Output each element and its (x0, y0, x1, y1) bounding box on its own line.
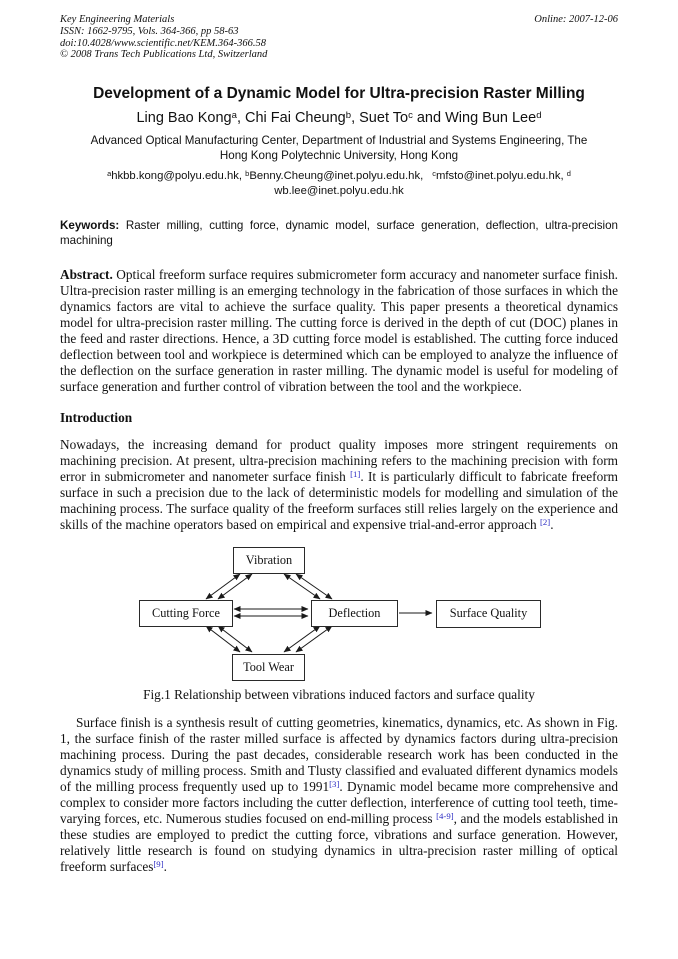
publication-info (60, 14, 267, 61)
figure-box-label: Vibration (245, 552, 293, 567)
email-sup-b: b (245, 168, 250, 178)
figure1-caption: Fig.1 Relationship between vibrations induced factors and surface quality (143, 686, 535, 702)
affiliation-line1: Advanced Optical Manufacturing Center, Department of Industrial and Systems Engineering, The (90, 134, 588, 148)
authors-line (60, 110, 618, 126)
paragraph-text: . It is particularly difficult to fabricate freeform surface in such a precision due to the lack of deterministic models for modelling and simulation of the machining process. The surface quality of the freeform surfaces still relies largely on the experience and skills of the machine operators based on empirical and expensive trial-and-error approach (60, 469, 618, 533)
email-c: mfsto@inet.polyu.edu.hk, (435, 170, 564, 183)
affiliation (60, 133, 618, 163)
reference-citation: [2] (539, 517, 551, 528)
figure-box-tool-wear (232, 654, 305, 681)
paragraph-text: . (163, 858, 167, 874)
journal-name: Key Engineering Materials (60, 14, 175, 25)
figure-box-vibration (233, 547, 305, 574)
figure-box-label: Deflection (328, 605, 381, 620)
reference-citation: [3] (329, 778, 340, 789)
introduction-heading: Introduction (60, 410, 133, 426)
paper-title: Development of a Dynamic Model for Ultra-precision Raster Milling (93, 85, 585, 103)
email-sup-a: a (107, 168, 112, 178)
paragraph-text: Surface finish is a synthesis result of cutting geometries, kinematics, dynamics, etc. As shown in Fig. 1, the surface finish of the raster milled surface is affected by dynamics factors during ultra-precision machining process. During the past decades, considerable research work has been conducted in the dynamics study of milling process. Smith and Tlusty classified and evaluated different dynamics models of the milling process frequently used up to 1991 (60, 714, 618, 794)
email-a: hkbb.kong@polyu.edu.hk, (111, 170, 243, 183)
reference-citation: [4-9] (436, 810, 454, 821)
figure-box-label: Surface Quality (449, 606, 528, 621)
author-emails (60, 169, 618, 198)
paragraph-text: . (550, 517, 554, 533)
abstract-block (60, 267, 618, 395)
paragraph-text: , and the models established in these studies are employed to predict the cutting force, vibrations and surface generation. However, relatively little research is found on studying dynamics in ultra-precision raster milling of optical freeform surfaces (60, 810, 618, 874)
author-separator: , (351, 110, 360, 127)
email-sup-c: c (432, 168, 436, 178)
author-affil-sup: d (536, 109, 542, 121)
author-separator: and (412, 110, 446, 127)
figure-box-cutting-force (139, 600, 233, 627)
author-affil-sup: b (345, 109, 352, 121)
online-date: Online: 2007-12-06 (534, 14, 618, 25)
paragraph-text: Nowadays, the increasing demand for product quality imposes more stringent requirements on machining precision. At present, ultra-precision machining refers to the machining precision with form error in submicrometer and nanometer surface finish (60, 437, 618, 485)
copyright-line: © 2008 Trans Tech Publications Ltd, Switzerland (60, 49, 268, 61)
abstract-text: Optical freeform surface requires submicrometer form accuracy and nanometer surface finish. Ultra-precision raster milling is an emerging technology in the fabrication of those surfaces in which the dynamics factors are vital to achieve the surface quality. This paper presents a theoretical dynamics model for ultra-precision raster milling. The cutting force is derived in the depth of cut (DOC) planes in the feed and raster directions. Hence, a 3D cutting force model is established. The cutting force induced deflection between tool and workpiece is determined which can be employed to analyze the influence of the deflection on the surface generation in raster milling. The dynamic model is useful for modeling of surface generation and further control of vibration between the tool and the workpiece. (60, 267, 619, 395)
introduction-paragraph-2 (60, 715, 618, 875)
email-sup-d: d (566, 168, 571, 178)
author-name: Chi Fai Cheung (245, 110, 346, 127)
keywords-text: Raster milling, cutting force, dynamic model, surface generation, deflection, ultra-precision machining (60, 219, 618, 248)
figure1-diagram (60, 547, 618, 679)
author-name: Wing Bun Lee (445, 110, 537, 127)
introduction-paragraph-1 (60, 437, 618, 533)
author-affil-sup: a (231, 109, 237, 121)
author-name: Suet To (359, 110, 409, 127)
author-name: Ling Bao Kong (136, 110, 232, 127)
issn-line: ISSN: 1662-9795, Vols. 364-366, pp 58-63 (60, 25, 239, 37)
email-line1 (60, 169, 618, 184)
figure-box-deflection (311, 600, 398, 627)
publication-header (60, 14, 618, 61)
figure-box-label: Tool Wear (243, 659, 294, 674)
keywords-label: Keywords: (60, 219, 120, 233)
paragraph-text: . Dynamic model became more comprehensive and complex to consider more factors including the cutter deflection, interference of cutting tool teeth, time-varying forces, etc. Numerous studies focused on end-milling process (60, 778, 618, 826)
figure-box-label: Cutting Force (152, 605, 220, 620)
email-b: Benny.Cheung@inet.polyu.edu.hk, (249, 170, 424, 183)
doi-line: doi:10.4028/www.scientific.net/KEM.364-366.58 (60, 37, 266, 49)
author-affil-sup: c (408, 109, 413, 121)
email-line2: wb.lee@inet.polyu.edu.hk (274, 184, 404, 197)
abstract-label: Abstract. (60, 267, 113, 283)
reference-citation: [1] (350, 469, 361, 480)
keywords-block (60, 218, 618, 248)
reference-citation: [9] (153, 858, 164, 869)
affiliation-line2: Hong Kong Polytechnic University, Hong Kong (219, 149, 459, 163)
author-separator: , (236, 110, 245, 127)
figure-box-surface-quality (436, 600, 541, 628)
